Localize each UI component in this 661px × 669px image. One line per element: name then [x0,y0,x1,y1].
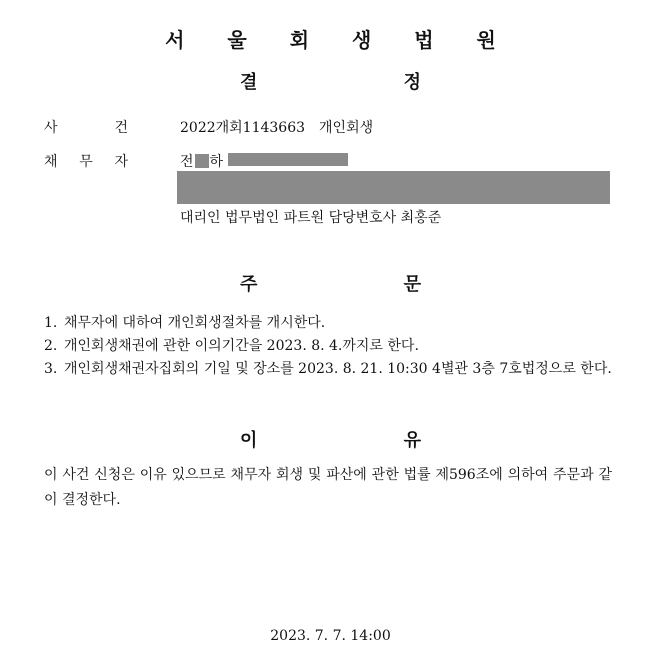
order-item-text: 채무자에 대하여 개인회생절차를 개시한다. [64,315,326,331]
reason-text: 이 사건 신청은 이유 있으므로 채무자 회생 및 파산에 관한 법률 제596조에 의하여 주문과 같이 결정한다. [44,467,612,508]
debtor-name-end: 하 [209,154,224,170]
name-redaction [195,154,209,168]
order-heading: 주 문 [239,274,492,295]
order-item [44,335,614,358]
case-label [44,117,128,137]
debtor-label [44,151,128,171]
court-name: 서 울 회 생 법 원 [165,28,514,52]
order-item [44,358,614,381]
order-item-number: 3. [44,361,58,377]
order-item-text: 개인회생채권에 관한 이의기간을 2023. 8. 4.까지로 한다. [64,338,419,354]
order-item [44,312,614,335]
debtor-label-char: 무 [79,154,93,170]
case-label-char: 사 [44,120,58,136]
case-label-char: 건 [114,120,128,136]
case-number: 2022개회1143663 [180,120,306,136]
debtor-name-start: 전 [180,154,194,170]
order-item-number: 2. [44,338,58,354]
debtor-name [180,151,223,171]
debtor-label-char: 자 [114,154,128,170]
case-type: 개인회생 [319,120,374,136]
debtor-label-char: 채 [44,154,58,170]
reason-heading: 이 유 [239,430,492,451]
order-item-text: 개인회생채권자집회의 기일 및 장소를 2023. 8. 21. 10:30 4별관 3층 7호법정으로 한다. [64,361,612,377]
representative: 대리인 법무법인 파트원 담당변호사 최홍준 [180,210,442,226]
decision-date: 2023. 7. 7. 14:00 [270,628,391,644]
case-value [180,117,373,137]
order-item-number: 1. [44,315,58,331]
address-redaction [177,171,610,204]
id-redaction [228,153,348,166]
document-title: 결 정 [239,72,492,93]
